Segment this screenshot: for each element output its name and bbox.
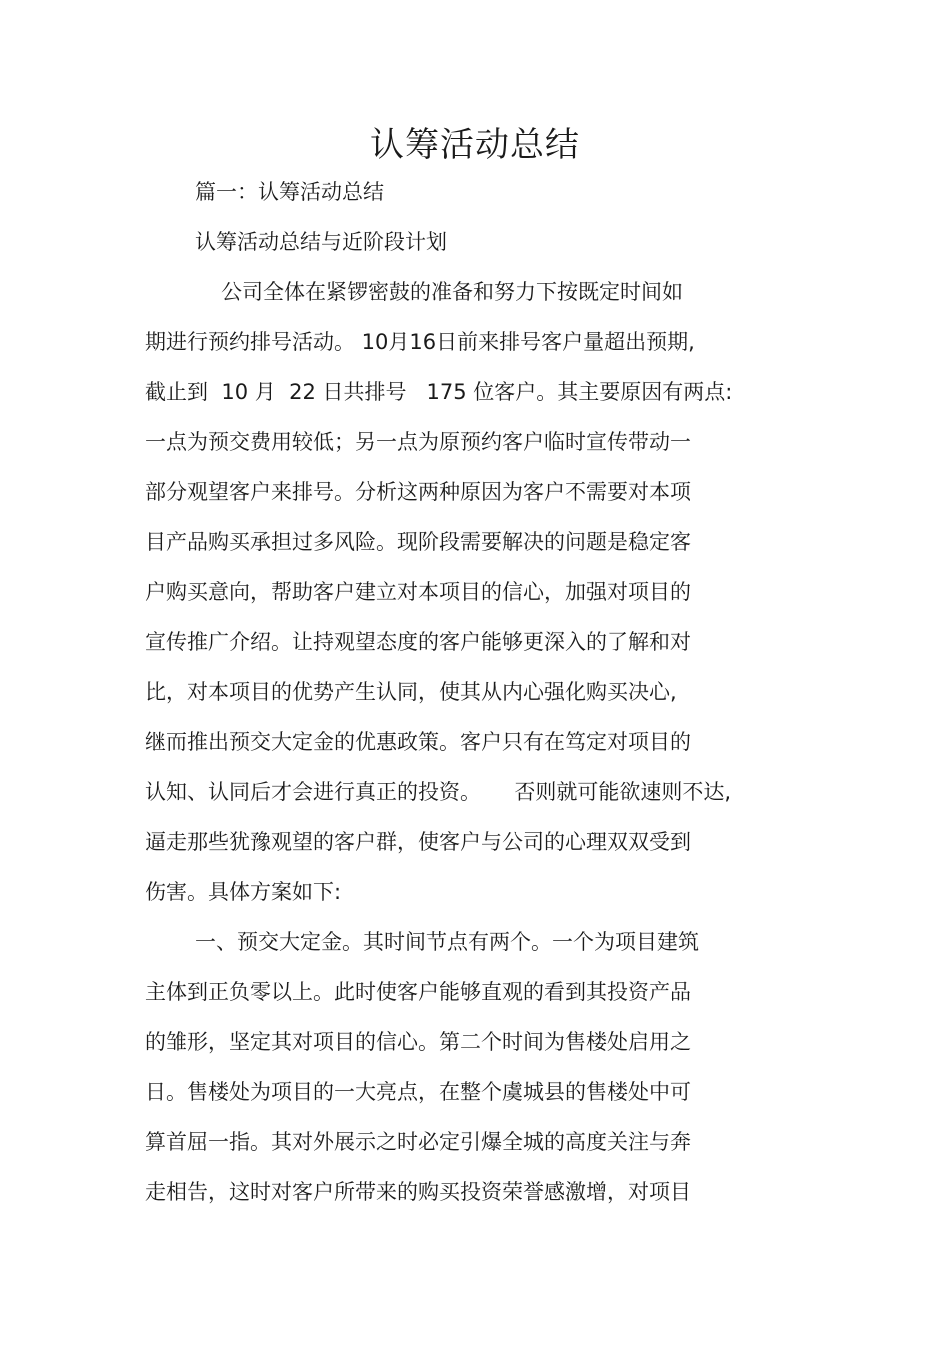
paragraph-line: 继而推出预交大定金的优惠政策。客户只有在笃定对项目的	[145, 730, 691, 754]
paragraph-line: 期进行预约排号活动。 10月16日前来排号客户量超出预期,	[145, 330, 695, 354]
paragraph-line: 比，对本项目的优势产生认同，使其从内心强化购买决心,	[145, 680, 677, 704]
paragraph-line: 一、预交大定金。其时间节点有两个。一个为项目建筑	[195, 930, 699, 954]
document-title: 认筹活动总结	[370, 125, 580, 165]
paragraph-line: 主体到正负零以上。此时使客户能够直观的看到其投资产品	[145, 980, 691, 1004]
section-heading: 认筹活动总结与近阶段计划	[195, 230, 447, 254]
paragraph-line: 截止到 10 月 22 日共排号 175 位客户。其主要原因有两点:	[145, 380, 733, 404]
paragraph-line: 宣传推广介绍。让持观望态度的客户能够更深入的了解和对	[145, 630, 691, 654]
paragraph-line: 走相告，这时对客户所带来的购买投资荣誉感激增，对项目	[145, 1180, 691, 1204]
paragraph-line: 伤害。具体方案如下:	[145, 880, 342, 904]
paragraph-line: 目产品购买承担过多风险。现阶段需要解决的问题是稳定客	[145, 530, 691, 554]
chapter-heading: 篇一：认筹活动总结	[195, 180, 384, 204]
paragraph-line: 户购买意向，帮助客户建立对本项目的信心，加强对项目的	[145, 580, 691, 604]
paragraph-line: 的雏形，坚定其对项目的信心。第二个时间为售楼处启用之	[145, 1030, 691, 1054]
paragraph-line: 公司全体在紧锣密鼓的准备和努力下按既定时间如	[221, 280, 683, 304]
paragraph-line: 逼走那些犹豫观望的客户群，使客户与公司的心理双双受到	[145, 830, 691, 854]
paragraph-line: 一点为预交费用较低；另一点为原预约客户临时宣传带动一	[145, 430, 691, 454]
paragraph-line: 认知、认同后才会进行真正的投资。 否则就可能欲速则不达,	[145, 780, 732, 804]
paragraph-line: 部分观望客户来排号。分析这两种原因为客户不需要对本项	[145, 480, 691, 504]
paragraph-line: 日。售楼处为项目的一大亮点，在整个虞城县的售楼处中可	[145, 1080, 691, 1104]
paragraph-line: 算首屈一指。其对外展示之时必定引爆全城的高度关注与奔	[145, 1130, 691, 1154]
